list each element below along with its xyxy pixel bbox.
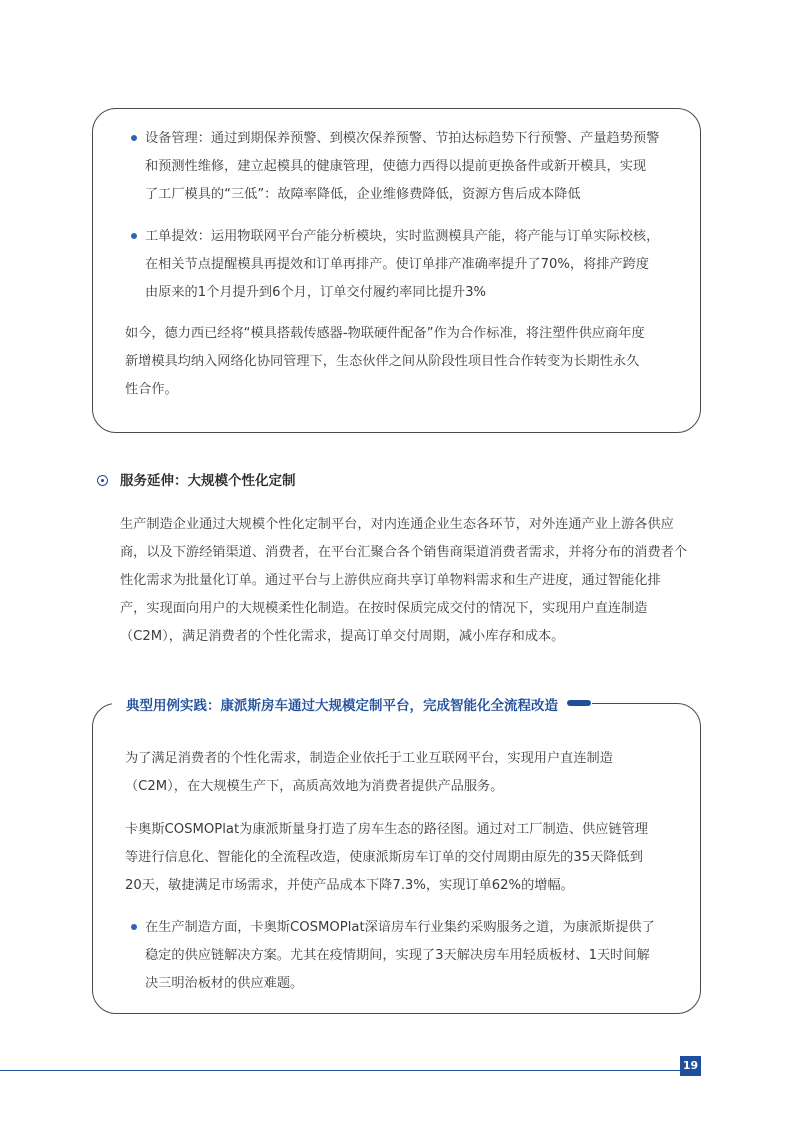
text-line: 新增模具均纳入网络化协同管理下，生态伙伴之间从阶段性项目性合作转变为长期性永久 <box>125 354 640 369</box>
text-line: 在生产制造方面，卡奥斯COSMOPlat深谙房车行业集约采购服务之道，为康派斯提供了 <box>145 920 655 935</box>
text-line: 了工厂模具的“三低”：故障率降低，企业维修费降低，资源方售后成本降低 <box>145 187 581 202</box>
text-line: 由原来的1个月提升到6个月，订单交付履约率同比提升3% <box>145 285 487 300</box>
text-line: 在相关节点提醒模具再提效和订单再排产。使订单排产准确率提升了70%，将排产跨度 <box>145 257 650 272</box>
text-line: 等进行信息化、智能化的全流程改造，使康派斯房车订单的交付周期由原先的35天降低到 <box>125 850 643 865</box>
text-line: 性化需求为批量化订单。通过平台与上游供应商共享订单物料需求和生产进度，通过智能化排 <box>120 573 661 588</box>
text-line: 产，实现面向用户的大规模柔性化制造。在按时保质完成交付的情况下，实现用户直连制造 <box>120 601 648 616</box>
text-line: （C2M），满足消费者的个性化需求，提高订单交付周期，减小库存和成本。 <box>120 629 565 644</box>
text-line: 如今，德力西已经将“模具搭载传感器-物联硬件配备”作为合作标准，将注塑件供应商年度 <box>125 326 645 341</box>
text-line: 性合作。 <box>125 382 178 397</box>
case-title-pill-icon <box>567 700 591 706</box>
section-title: 服务延伸：大规模个性化定制 <box>120 473 296 489</box>
page-number: 19 <box>680 1056 701 1076</box>
text-line: 设备管理：通过到期保养预警、到模次保养预警、节拍达标趋势下行预警、产量趋势预警 <box>145 131 660 146</box>
case-title: 典型用例实践：康派斯房车通过大规模定制平台，完成智能化全流程改造 <box>126 698 558 714</box>
bullet-icon <box>131 233 137 239</box>
section-target-icon <box>97 475 108 486</box>
text-line: 和预测性维修，建立起模具的健康管理，使德力西得以提前更换备件或新开模具，实现 <box>145 159 647 174</box>
footer-rule <box>0 1070 680 1071</box>
text-line: 20天，敏捷满足市场需求，并使产品成本下降7.3%，实现订单62%的增幅。 <box>125 878 574 893</box>
text-line: 卡奥斯COSMOPlat为康派斯量身打造了房车生态的路径图。通过对工厂制造、供应链管理 <box>125 822 648 837</box>
text-line: 稳定的供应链解决方案。尤其在疫情期间，实现了3天解决房车用轻质板材、1天时间解 <box>145 948 650 963</box>
text-line: （C2M），在大规模生产下，高质高效地为消费者提供产品服务。 <box>125 779 504 794</box>
text-line: 商，以及下游经销渠道、消费者，在平台汇聚合各个销售商渠道消费者需求，并将分布的消费者个 <box>120 545 688 560</box>
text-line: 生产制造企业通过大规模个性化定制平台，对内连通企业生态各环节，对外连通产业上游各供应 <box>120 517 674 532</box>
text-line: 为了满足消费者的个性化需求，制造企业依托于工业互联网平台，实现用户直连制造 <box>125 751 613 766</box>
text-line: 决三明治板材的供应难题。 <box>145 976 304 991</box>
bullet-icon <box>131 135 137 141</box>
bullet-icon <box>131 924 137 930</box>
text-line: 工单提效：运用物联网平台产能分析模块，实时监测模具产能，将产能与订单实际校核， <box>145 229 660 244</box>
